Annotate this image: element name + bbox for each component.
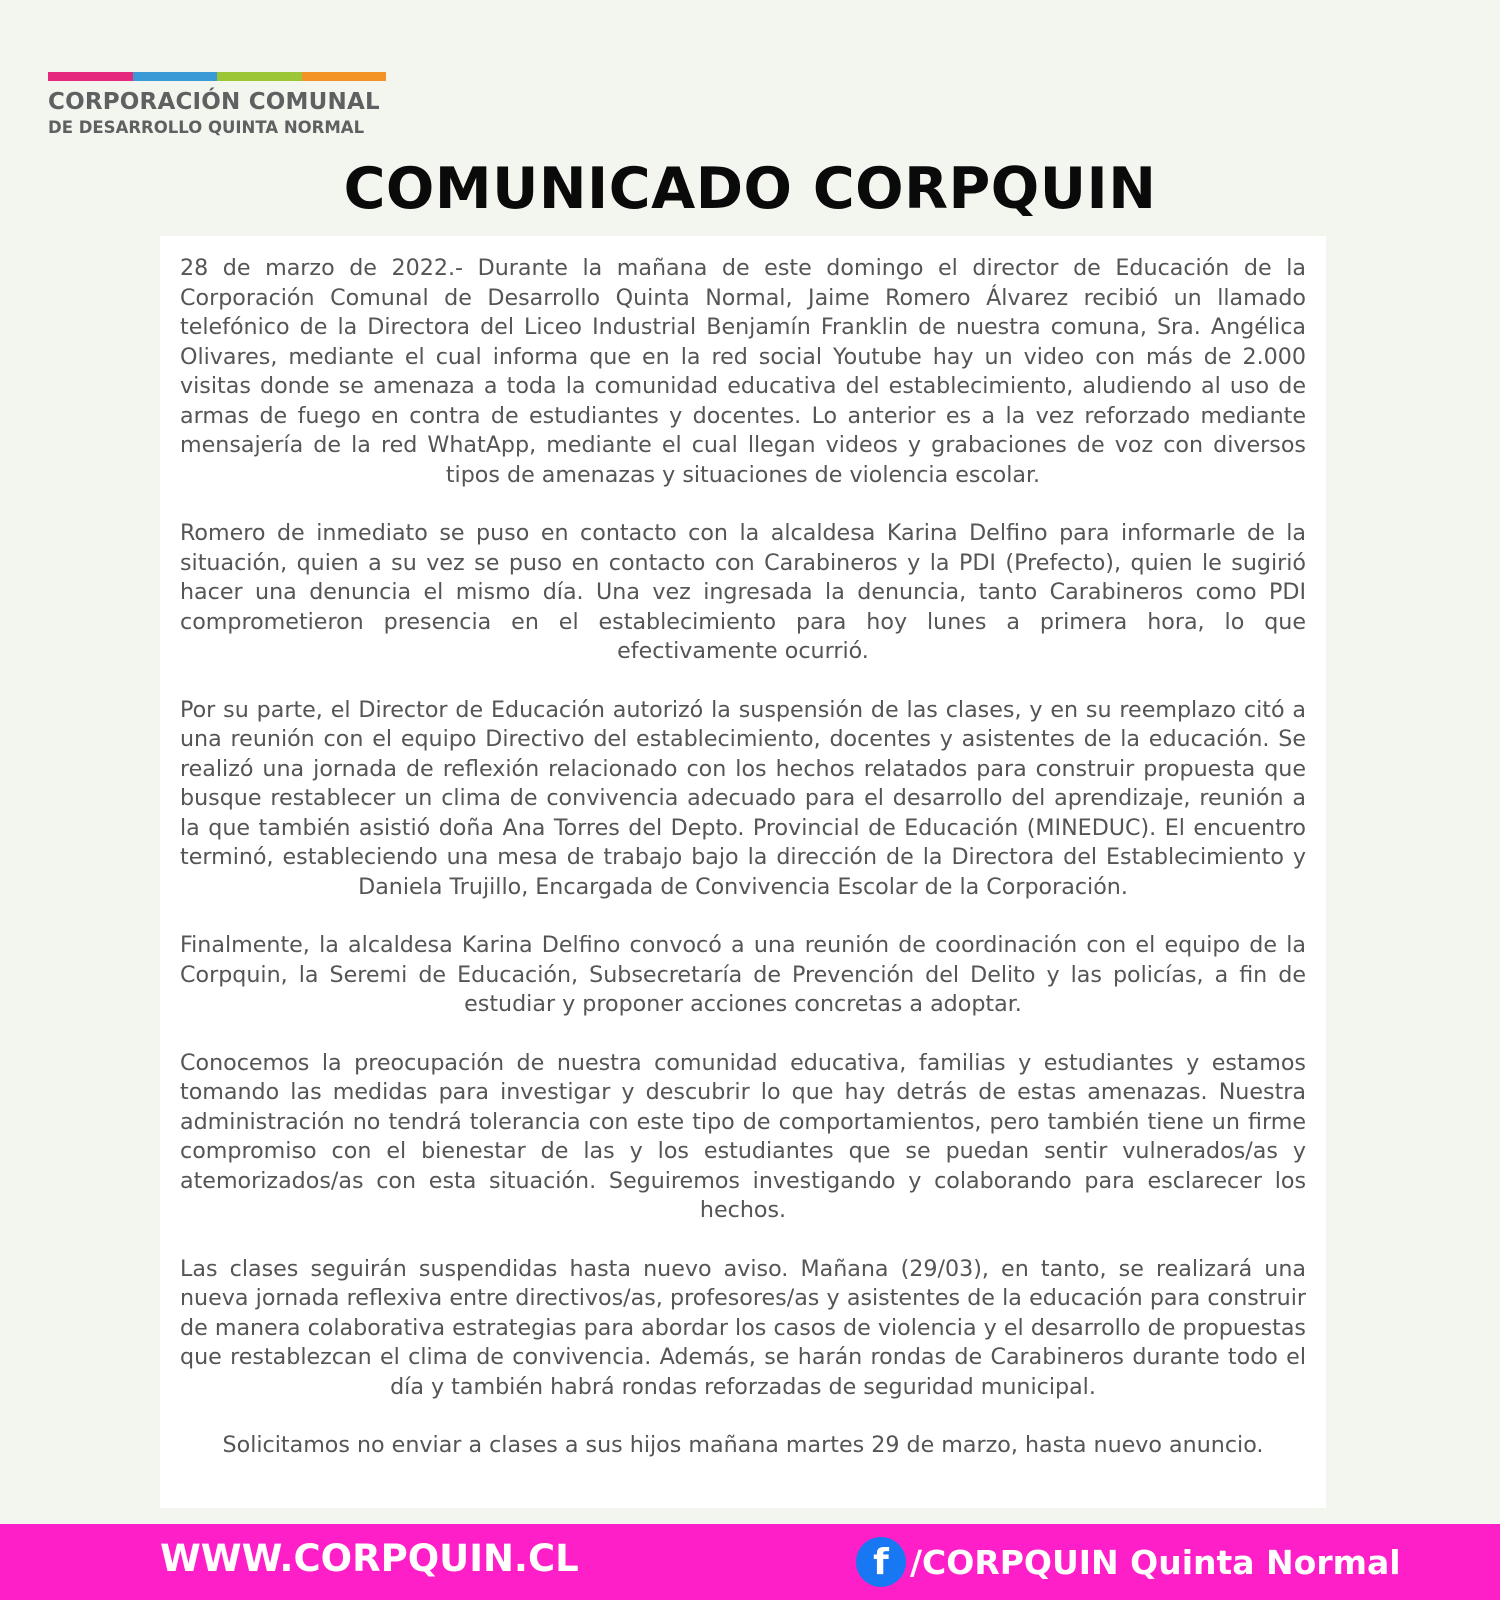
paragraph-5: Conocemos la preocupación de nuestra comunidad educativa, familias y estudiantes y estamos tomando las medidas para investigar y descubrir lo que hay detrás de estas amenazas. Nuestra administración no tendrá tolerancia con este tipo de comportamientos, pero también tiene un firme compromiso con el bienestar de las y los estudiantes que se puedan sentir vulnerados/as y atemorizados/as con esta situación. Seguiremos investigando y colaborando para esclarecer los hechos.	[180, 1049, 1306, 1223]
facebook-handle: /CORPQUIN Quinta Normal	[910, 1542, 1401, 1582]
logo-color-stripe	[48, 72, 386, 81]
facebook-link[interactable]	[856, 1537, 1401, 1587]
page-title: COMUNICADO CORPQUIN	[343, 156, 1157, 222]
logo-title: CORPORACIÓN COMUNAL	[48, 89, 380, 115]
stripe-blue	[133, 72, 218, 81]
logo-subtitle: DE DESARROLLO QUINTA NORMAL	[48, 118, 365, 137]
paragraph-4: Finalmente, la alcaldesa Karina Delfino convocó a una reunión de coordinación con el equipo de la Corpquin, la Seremi de Educación, Subsecretaría de Prevención del Delito y las policías, a fin de estudiar y proponer acciones concretas a adoptar.	[180, 932, 1306, 1017]
facebook-icon: f	[856, 1537, 906, 1587]
paragraph-6: Las clases seguirán suspendidas hasta nuevo aviso. Mañana (29/03), en tanto, se realizará una nueva jornada reflexiva entre directivos/as, profesores/as y asistentes de la educación para construir de manera colaborativa estrategias para abordar los casos de violencia y el desarrollo de propuestas que restablezcan el clima de convivencia. Además, se harán rondas de Carabineros durante todo el día y también habrá rondas reforzadas de seguridad municipal.	[180, 1255, 1306, 1400]
stripe-magenta	[48, 72, 133, 81]
stripe-green	[217, 72, 302, 81]
paragraph-2: Romero de inmediato se puso en contacto con la alcaldesa Karina Delfino para informarle de la situación, quien a su vez se puso en contacto con Carabineros y la PDI (Prefecto), quien le sugirió hacer una denuncia el mismo día. Una vez ingresada la denuncia, tanto Carabineros como PDI comprometieron presencia en el establecimiento para hoy lunes a primera hora, lo que efectivamente ocurrió.	[180, 520, 1306, 664]
paragraph-3: Por su parte, el Director de Educación autorizó la suspensión de las clases, y en su reemplazo citó a una reunión con el equipo Directivo del establecimiento, docentes y asistentes de la educación. Se realizó una jornada de reflexión relacionado con los hechos relatados para construir propuesta que busque restablecer un clima de convivencia adecuado para el desarrollo del aprendizaje, reunión a la que también asistió doña Ana Torres del Depto. Provincial de Educación (MINEDUC). El encuentro terminó, estableciendo una mesa de trabajo bajo la dirección de la Directora del Establecimiento y Daniela Trujillo, Encargada de Convivencia Escolar de la Corporación.	[180, 696, 1306, 900]
website-link[interactable]: WWW.CORPQUIN.CL	[160, 1537, 579, 1580]
statement-document	[160, 236, 1326, 1508]
paragraph-1: 28 de marzo de 2022.- Durante la mañana de este domingo el director de Educación de la Corporación Comunal de Desarrollo Quinta Normal, Jaime Romero Álvarez recibió un llamado telefónico de la Directora del Liceo Industrial Benjamín Franklin de nuestra comuna, Sra. Angélica Olivares, mediante el cual informa que en la red social Youtube hay un video con más de 2.000 visitas donde se amenaza a toda la comunidad educativa del establecimiento, aludiendo al uso de armas de fuego en contra de estudiantes y docentes. Lo anterior es a la vez reforzado mediante mensajería de la red WhatApp, mediante el cual llegan videos y grabaciones de voz con diversos tipos de amenazas y situaciones de violencia escolar.	[180, 255, 1306, 488]
stripe-orange	[302, 72, 387, 81]
paragraph-7: Solicitamos no enviar a clases a sus hijos mañana martes 29 de marzo, hasta nuevo anuncio.	[222, 1432, 1264, 1458]
footer-bar	[0, 1524, 1500, 1600]
corporation-logo	[48, 72, 386, 137]
